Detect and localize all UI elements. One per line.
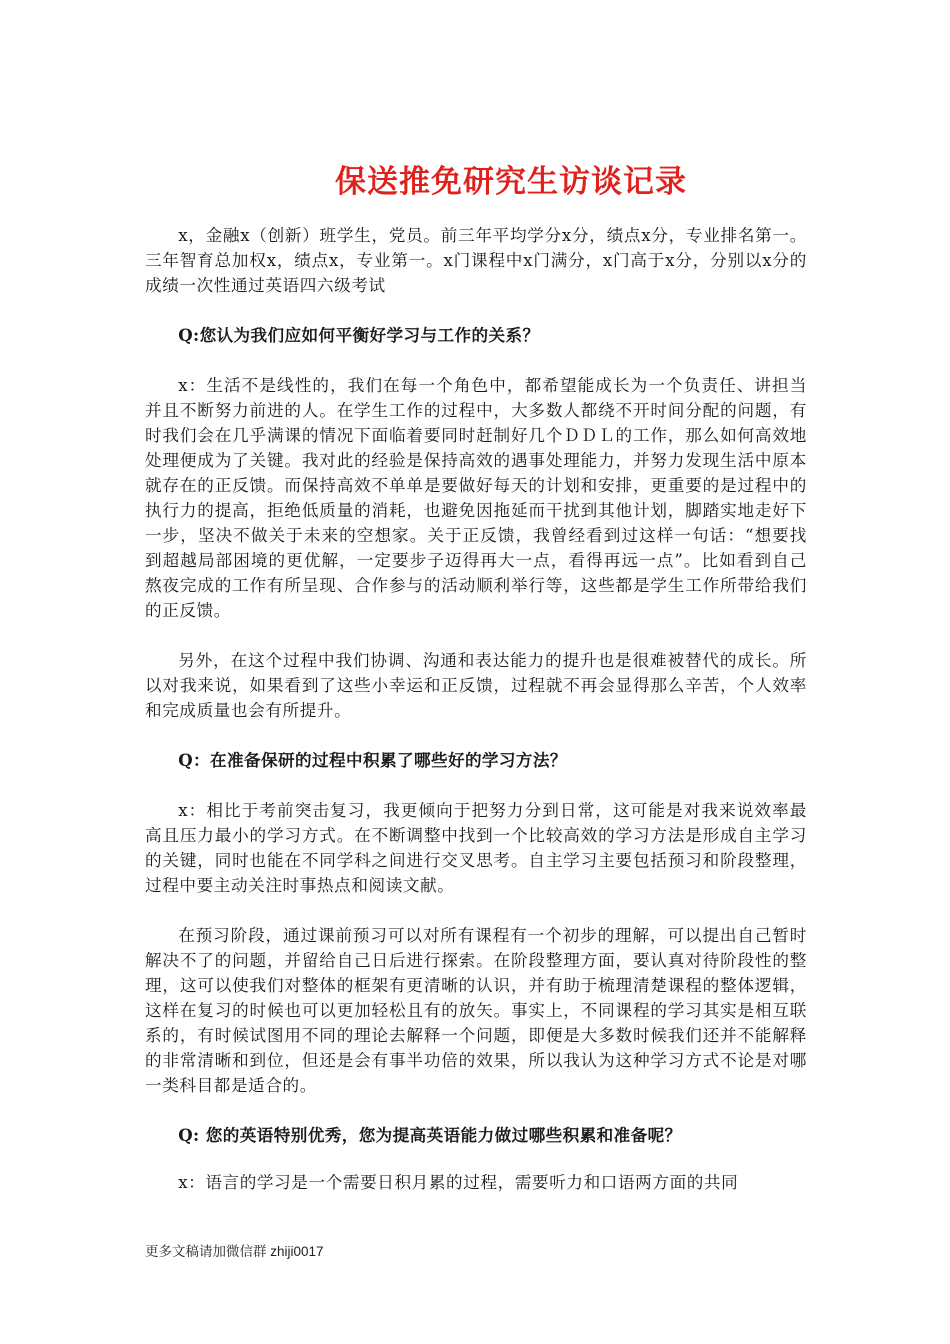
answer-1-paragraph-1: x：生活不是线性的，我们在每一个角色中，都希望能成长为一个负责任、讲担当并且不断努力前进的人。在学生工作的过程中，大多数人都绕不开时间分配的问题，有时我们会在几乎满课的情况下面临着要同时赶制好几个ＤＤＬ的工作，那么如何高效地处理便成为了关键。我对此的经验是保持高效的遇事处理能力，并努力发现生活中原本就存在的正反馈。而保持高效不单单是要做好每天的计划和安排，更重要的是过程中的执行力的提高，拒绝低质量的消耗，也避免因拖延而干扰到其他计划，脚踏实地走好下一步，坚决不做关于未来的空想家。关于正反馈，我曾经看到过这样一句话：“想要找到超越局部困境的更优解，一定要步子迈得再大一点，看得再远一点”。比如看到自己熬夜完成的工作有所呈现、合作参与的活动顺利举行等，这些都是学生工作所带给我们的正反馈。 <box>145 376 807 620</box>
answer-3-paragraph-1: x：语言的学习是一个需要日积月累的过程，需要听力和口语两方面的共同 <box>178 1173 739 1192</box>
question-3: Q: 您的英语特别优秀，您为提高英语能力做过哪些积累和准备呢？ <box>178 1125 682 1145</box>
document-body <box>145 223 807 1195</box>
answer-1-paragraph-2: 另外，在这个过程中我们协调、沟通和表达能力的提升也是很难被替代的成长。所以对我来说，如果看到了这些小幸运和正反馈，过程就不再会显得那么辛苦，个人效率和完成质量也会有所提升。 <box>145 651 807 720</box>
question-1: Q:您认为我们应如何平衡好学习与工作的关系？ <box>178 325 540 345</box>
footer-note: 更多文稿请加微信群 zhiji0017 <box>145 1244 324 1259</box>
intro-paragraph: x，金融x（创新）班学生，党员。前三年平均学分x分，绩点x分，专业排名第一。三年智育总加权x，绩点x，专业第一。x门课程中x门满分，x门高于x分，分别以x分的成绩一次性通过英语四六级考试 <box>145 226 807 295</box>
answer-2-paragraph-2: 在预习阶段，通过课前预习可以对所有课程有一个初步的理解，可以提出自己暂时解决不了的问题，并留给自己日后进行探索。在阶段整理方面，要认真对待阶段性的整理，这可以使我们对整体的框架有更清晰的认识，并有助于梳理清楚课程的整体逻辑，这样在复习的时候也可以更加轻松且有的放矢。事实上，不同课程的学习其实是相互联系的，有时候试图用不同的理论去解释一个问题，即便是大多数时候我们还并不能解释的非常清晰和到位，但还是会有事半功倍的效果，所以我认为这种学习方式不论是对哪一类科目都是适合的。 <box>145 926 807 1095</box>
answer-2-paragraph-1: x：相比于考前突击复习，我更倾向于把努力分到日常，这可能是对我来说效率最高且压力最小的学习方式。在不断调整中找到一个比较高效的学习方法是形成自主学习的关键，同时也能在不同学科之间进行交叉思考。自主学习主要包括预习和阶段整理，过程中要主动关注时事热点和阅读文献。 <box>145 801 807 895</box>
question-2: Q：在准备保研的过程中积累了哪些好的学习方法？ <box>178 750 567 770</box>
document-title: 保送推免研究生访谈记录 <box>335 164 687 200</box>
